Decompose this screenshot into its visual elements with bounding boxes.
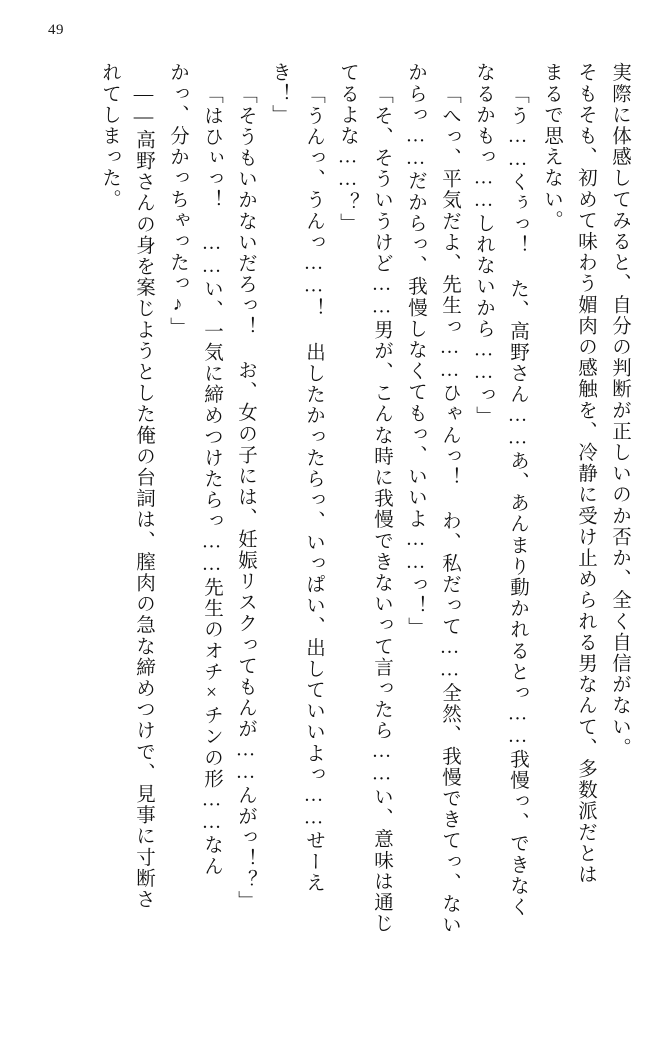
text-line: そもそも、初めて味わう媚肉の感触を、冷静に受け止められる男なんて、多数派だとは — [575, 62, 596, 885]
page-number: 49 — [48, 22, 64, 38]
text-line: まるで思えない。 — [541, 62, 562, 231]
text-line: からっ……だからっ、我慢しなくてもっ、いいよ……っ！」 — [405, 62, 426, 638]
text-line: 「うんっ、うんっ……！ 出したかったらっ、いっぱい、出していいよっ……せーえ — [303, 84, 324, 894]
text-line: 実際に体感してみると、自分の判断が正しいのか否か、全く自信がない。 — [609, 62, 630, 759]
text-line: 「そうもいかないだろっ！ お、女の子には、妊娠リスクってもんが……んがっ！？」 — [235, 84, 256, 912]
text-line: 「う……くぅっ！ た、高野さん……あ、あんまり動かれるとっ……我慢っ、できなく — [507, 84, 528, 918]
text-line: 「はひぃっ！ ……い、一気に締めつけたらっ……先生のオチ×チンの形……なん — [201, 84, 222, 877]
text-line: き！」 — [269, 62, 290, 126]
vertical-text-body — [44, 62, 629, 1014]
text-line: ――高野さんの身を案じようとした俺の台詞は、膣肉の急な締めつけで、見事に寸断さ — [133, 84, 154, 910]
text-line: 「そ、そういうけど……男が、こんな時に我慢できないって言ったら……い、意味は通じ — [371, 84, 392, 934]
text-line: なるかもっ……しれないから……っ」 — [473, 62, 494, 427]
text-line: てるよな……？」 — [337, 62, 358, 234]
text-line: れてしまった。 — [99, 62, 120, 210]
text-line: 「へっ、平気だよ、先生っ……ひゃんっ！ わ、私だって……全然、我慢できてっ、ない — [439, 84, 460, 936]
text-line: かっ、分かっちゃったっ♪」 — [167, 62, 188, 338]
